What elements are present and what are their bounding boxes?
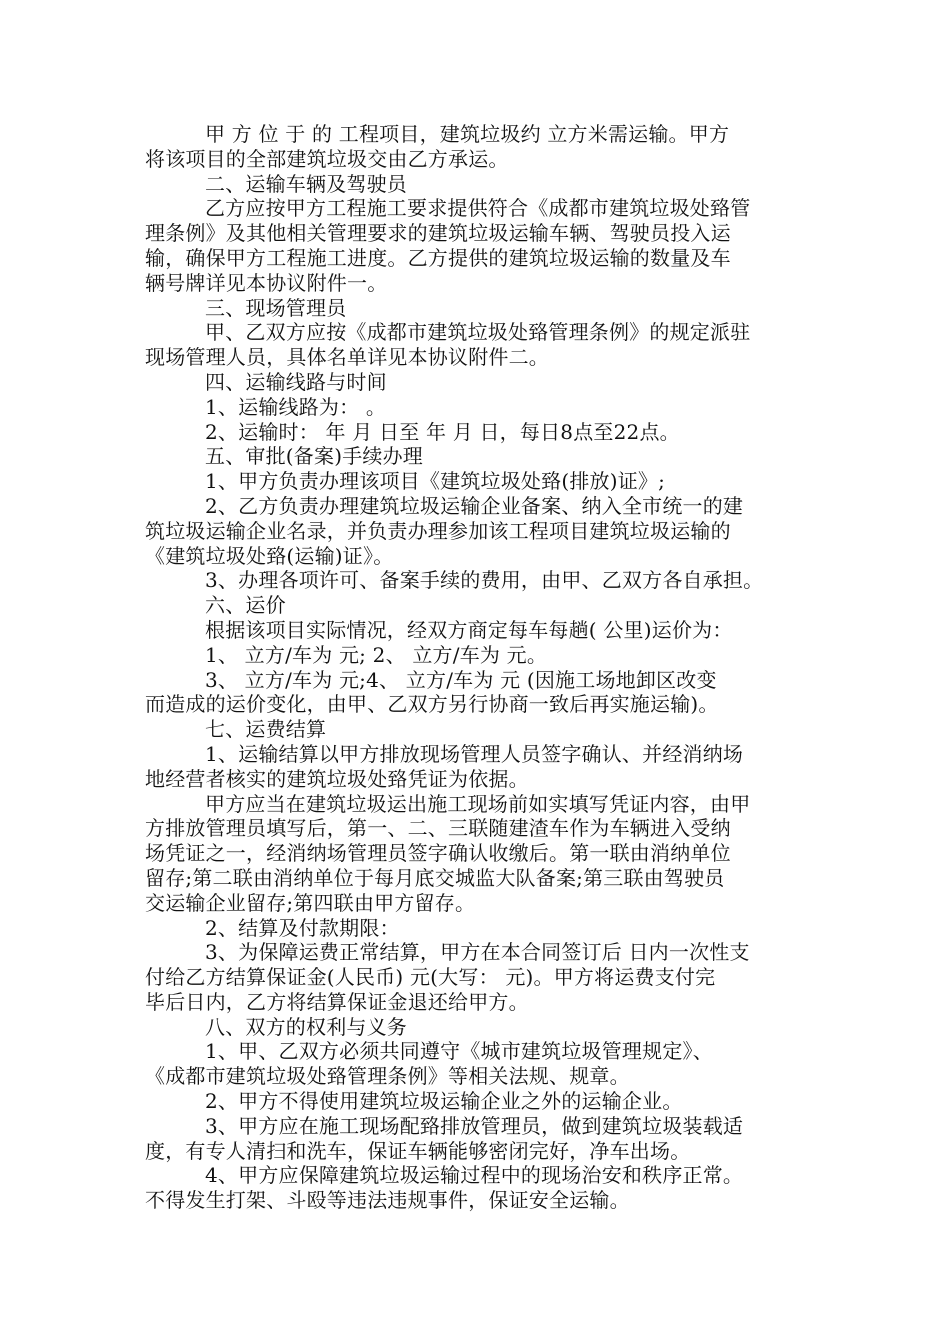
paragraph-line: 交运输企业留存;第四联由甲方留存。 <box>145 890 476 915</box>
paragraph-line: 3、为保障运费正常结算，甲方在本合同签订后 日内一次性支 <box>205 940 750 965</box>
paragraph-line: 根据该项目实际情况，经双方商定每车每趟( 公里)运价为： <box>205 617 733 642</box>
paragraph-line: 4、甲方应保障建筑垃圾运输过程中的现场治安和秩序正常。 <box>205 1163 744 1188</box>
paragraph-line: 《成都市建筑垃圾处臵管理条例》等相关法规、规章。 <box>145 1064 630 1089</box>
paragraph-line: 地经营者核实的建筑垃圾处臵凭证为依据。 <box>145 766 529 791</box>
paragraph-line: 不得发生打架、斗殴等违法违规事件，保证安全运输。 <box>145 1188 630 1213</box>
paragraph-line: 1、运输线路为： 。 <box>205 394 387 419</box>
paragraph-line: 1、甲、乙双方必须共同遵守《城市建筑垃圾管理规定》、 <box>205 1039 713 1064</box>
paragraph-line: 3、 立方/车为 元;4、 立方/车为 元 (因施工场地卸区改变 <box>205 667 717 692</box>
paragraph-line: 将该项目的全部建筑垃圾交由乙方承运。 <box>145 146 509 171</box>
section-heading: 八、双方的权利与义务 <box>205 1014 407 1039</box>
paragraph-line: 辆号牌详见本协议附件一。 <box>145 270 388 295</box>
paragraph-line: 乙方应按甲方工程施工要求提供符合《成都市建筑垃圾处臵管 <box>205 196 751 221</box>
paragraph-line: 2、运输时： 年 月 日至 年 月 日，每日8点至22点。 <box>205 419 680 444</box>
paragraph-line: 付给乙方结算保证金(人民币) 元(大写： 元)。甲方将运费支付完 <box>145 965 716 990</box>
paragraph-line: 理条例》及其他相关管理要求的建筑垃圾运输车辆、驾驶员投入运 <box>145 221 731 246</box>
paragraph-line: 1、运输结算以甲方排放现场管理人员签字确认、并经消纳场 <box>205 741 744 766</box>
section-heading: 三、现场管理员 <box>205 295 347 320</box>
paragraph-line: 甲、乙双方应按《成都市建筑垃圾处臵管理条例》的规定派驻 <box>205 320 751 345</box>
paragraph-line: 而造成的运价变化，由甲、乙双方另行协商一致后再实施运输)。 <box>145 692 719 717</box>
paragraph-line: 毕后日内，乙方将结算保证金退还给甲方。 <box>145 989 529 1014</box>
paragraph-line: 1、 立方/车为 元; 2、 立方/车为 元。 <box>205 642 548 667</box>
paragraph-line: 筑垃圾运输企业名录，并负责办理参加该工程项目建筑垃圾运输的 <box>145 518 731 543</box>
paragraph-line: 留存;第二联由消纳单位于每月底交城监大队备案;第三联由驾驶员 <box>145 865 725 890</box>
paragraph-line: 输，确保甲方工程施工进度。乙方提供的建筑垃圾运输的数量及车 <box>145 245 731 270</box>
section-heading: 二、运输车辆及驾驶员 <box>205 171 407 196</box>
paragraph-line: 场凭证之一，经消纳场管理员签字确认收缴后。第一联由消纳单位 <box>145 841 731 866</box>
paragraph-line: 方排放管理员填写后，第一、二、三联随建渣车作为车辆进入受纳 <box>145 816 731 841</box>
paragraph-line: 2、结算及付款期限： <box>205 915 400 940</box>
paragraph-line: 甲 方 位 于 的 工程项目，建筑垃圾约 立方米需运输。甲方 <box>205 122 730 146</box>
paragraph-line: 现场管理人员，具体名单详见本协议附件二。 <box>145 345 549 370</box>
paragraph-line: 《建筑垃圾处臵(运输)证》。 <box>145 543 394 568</box>
section-heading: 七、运费结算 <box>205 717 327 742</box>
section-heading: 六、运价 <box>205 593 286 618</box>
paragraph-line: 2、乙方负责办理建筑垃圾运输企业备案、纳入全市统一的建 <box>205 493 744 518</box>
paragraph-line: 3、甲方应在施工现场配臵排放管理员，做到建筑垃圾装载适 <box>205 1113 744 1138</box>
section-heading: 五、审批(备案)手续办理 <box>205 444 424 469</box>
paragraph-line: 2、甲方不得使用建筑垃圾运输企业之外的运输企业。 <box>205 1089 683 1114</box>
paragraph-line: 1、甲方负责办理该项目《建筑垃圾处臵(排放)证》; <box>205 469 666 494</box>
section-heading: 四、运输线路与时间 <box>205 369 387 394</box>
paragraph-line: 3、办理各项许可、备案手续的费用，由甲、乙双方各自承担。 <box>205 568 764 593</box>
paragraph-line: 甲方应当在建筑垃圾运出施工现场前如实填写凭证内容，由甲 <box>205 791 751 816</box>
paragraph-line: 度，有专人清扫和洗车，保证车辆能够密闭完好，净车出场。 <box>145 1138 691 1163</box>
